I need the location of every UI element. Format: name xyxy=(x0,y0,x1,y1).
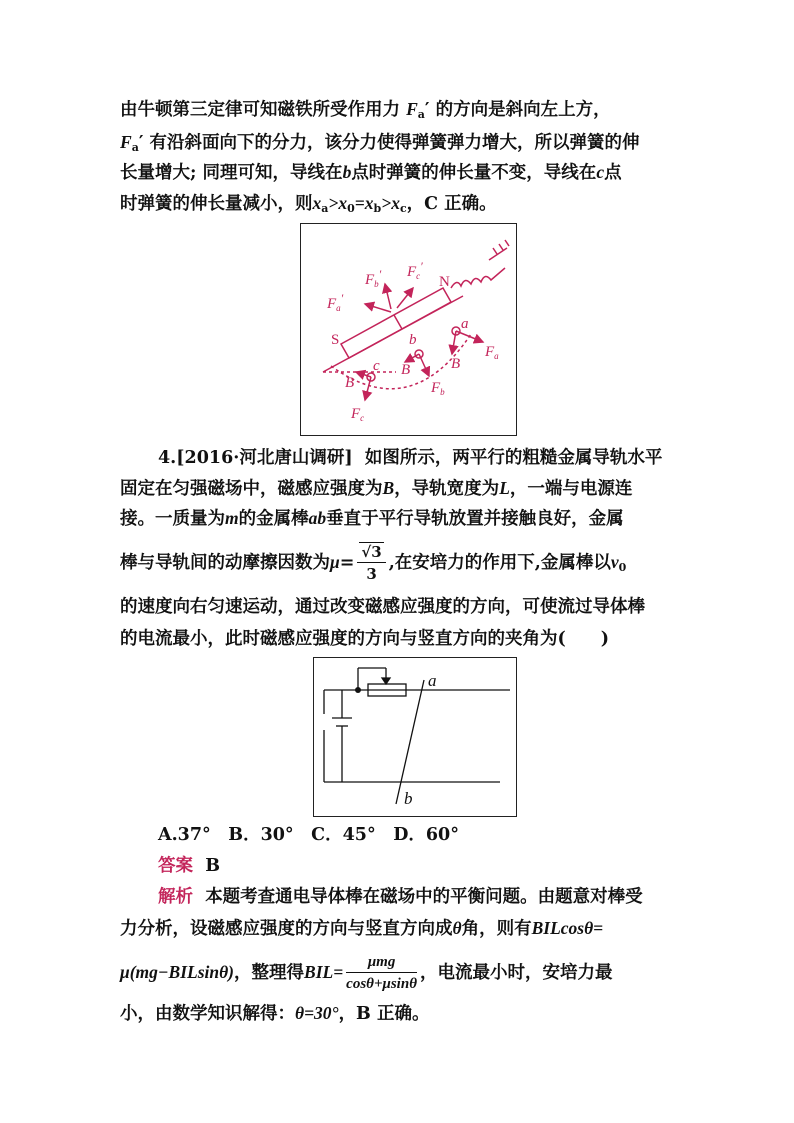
a-label: a xyxy=(461,316,469,332)
para1-line3: 长量增大; 同理可知，导线在b点时弹簧的伸长量不变，导线在c点 xyxy=(120,162,622,183)
slider-arrow-icon xyxy=(382,678,390,684)
fb-bottom-label: $F_b$ xyxy=(431,380,445,397)
spring xyxy=(451,268,505,288)
north-label: N xyxy=(439,274,450,290)
magnet-body xyxy=(341,288,451,358)
fc-prime-label: $F_c'$ xyxy=(407,259,423,281)
fc-bottom-label: $F_c$ xyxy=(351,406,365,423)
force-symbol: F xyxy=(406,99,418,119)
magnet-diagram xyxy=(301,224,516,435)
analysis-line4: 小，由数学知识解得：θ=30°，B 正确。 xyxy=(120,1003,430,1024)
fb-arrow xyxy=(419,354,429,376)
answer-label: 答案 xyxy=(158,856,193,876)
magnet-figure xyxy=(300,223,517,436)
b-left-label: B xyxy=(345,375,355,391)
bil-fraction: $\frac{\text{μmg}}{\cos\theta+\mu\sin\theta}$ xyxy=(346,954,417,992)
fa-prime-arrow xyxy=(365,304,391,312)
question4-line3: 接。一质量为m的金属棒ab垂直于平行导轨放置并接触良好，金属 xyxy=(120,508,624,529)
rod-end-b-label: b xyxy=(404,789,413,808)
analysis-line1: 解析 本题考查通电导体棒在磁场中的平衡问题。由题意对棒受 xyxy=(158,887,643,907)
b-right-label: B xyxy=(451,356,461,372)
rail-diagram xyxy=(314,658,516,816)
question4-line2: 固定在匀强磁场中，磁感应强度为B，导轨宽度为L，一端与电源连 xyxy=(120,478,633,499)
junction-dot xyxy=(355,687,361,693)
question4-line5: 的速度向右匀速运动，通过改变磁感应强度的方向，可使流过导体棒 xyxy=(120,597,645,617)
para1-line2: $F_a'$ 有沿斜面向下的分力，该分力使得弹簧弹力增大，所以弹簧的伸 xyxy=(120,132,640,154)
analysis-label: 解析 xyxy=(158,887,193,907)
analysis-line3: μ(mg−BILsinθ)，整理得BIL= $\frac{\text{μmg}}{\cos\theta+\mu\sin\theta}$ ，电流最小时，安培力最 xyxy=(120,944,680,1001)
para1-line1: 由牛顿第三定律可知磁铁所受作用力 $F_a'$ 的方向是斜向左上方， xyxy=(120,99,611,121)
para1-line4: 时弹簧的伸长量减小，则$x_a>x_0=x_b>x_c$，C 正确。 xyxy=(120,193,497,215)
metal-rod xyxy=(396,680,424,804)
fa-arrow xyxy=(456,331,483,342)
fb-prime-arrow xyxy=(385,284,391,309)
answer-value: B xyxy=(205,856,220,876)
rail-figure xyxy=(313,657,517,817)
question-tag: 4.[2016·河北唐山调研] xyxy=(158,448,353,468)
wall xyxy=(489,248,507,260)
question4-line6: 的电流最小，此时磁感应强度的方向与竖直方向的夹角为( ) xyxy=(120,629,610,649)
answer-line xyxy=(158,851,718,881)
magnet-divider xyxy=(394,315,402,329)
fa-label: $F_a$ xyxy=(485,344,499,361)
question4-line4: 棒与导轨间的动摩擦因数为μ= $\frac{√3}{3}$ ,在安培力的作用下,金属棒以$v_0$ xyxy=(120,543,627,583)
b-mid-label: B xyxy=(401,362,411,378)
options-line: A.37° B．30° C．45° D．60° xyxy=(158,825,459,845)
fa-prime-label: $F_a'$ xyxy=(327,291,344,313)
c-label: c xyxy=(373,358,380,374)
sqrt3-over-3: $\frac{√3}{3}$ xyxy=(357,542,385,585)
question4-line1: 4.[2016·河北唐山调研] 如图所示，两平行的粗糙金属导轨水平 xyxy=(158,448,663,468)
analysis-line2: 力分析，设磁感应强度的方向与竖直方向成θ角，则有BILcosθ= xyxy=(120,918,604,939)
rod-end-a-label: a xyxy=(428,671,437,690)
south-label: S xyxy=(331,332,340,348)
fb-prime-label: $F_b'$ xyxy=(365,267,382,289)
b-label: b xyxy=(409,332,417,348)
